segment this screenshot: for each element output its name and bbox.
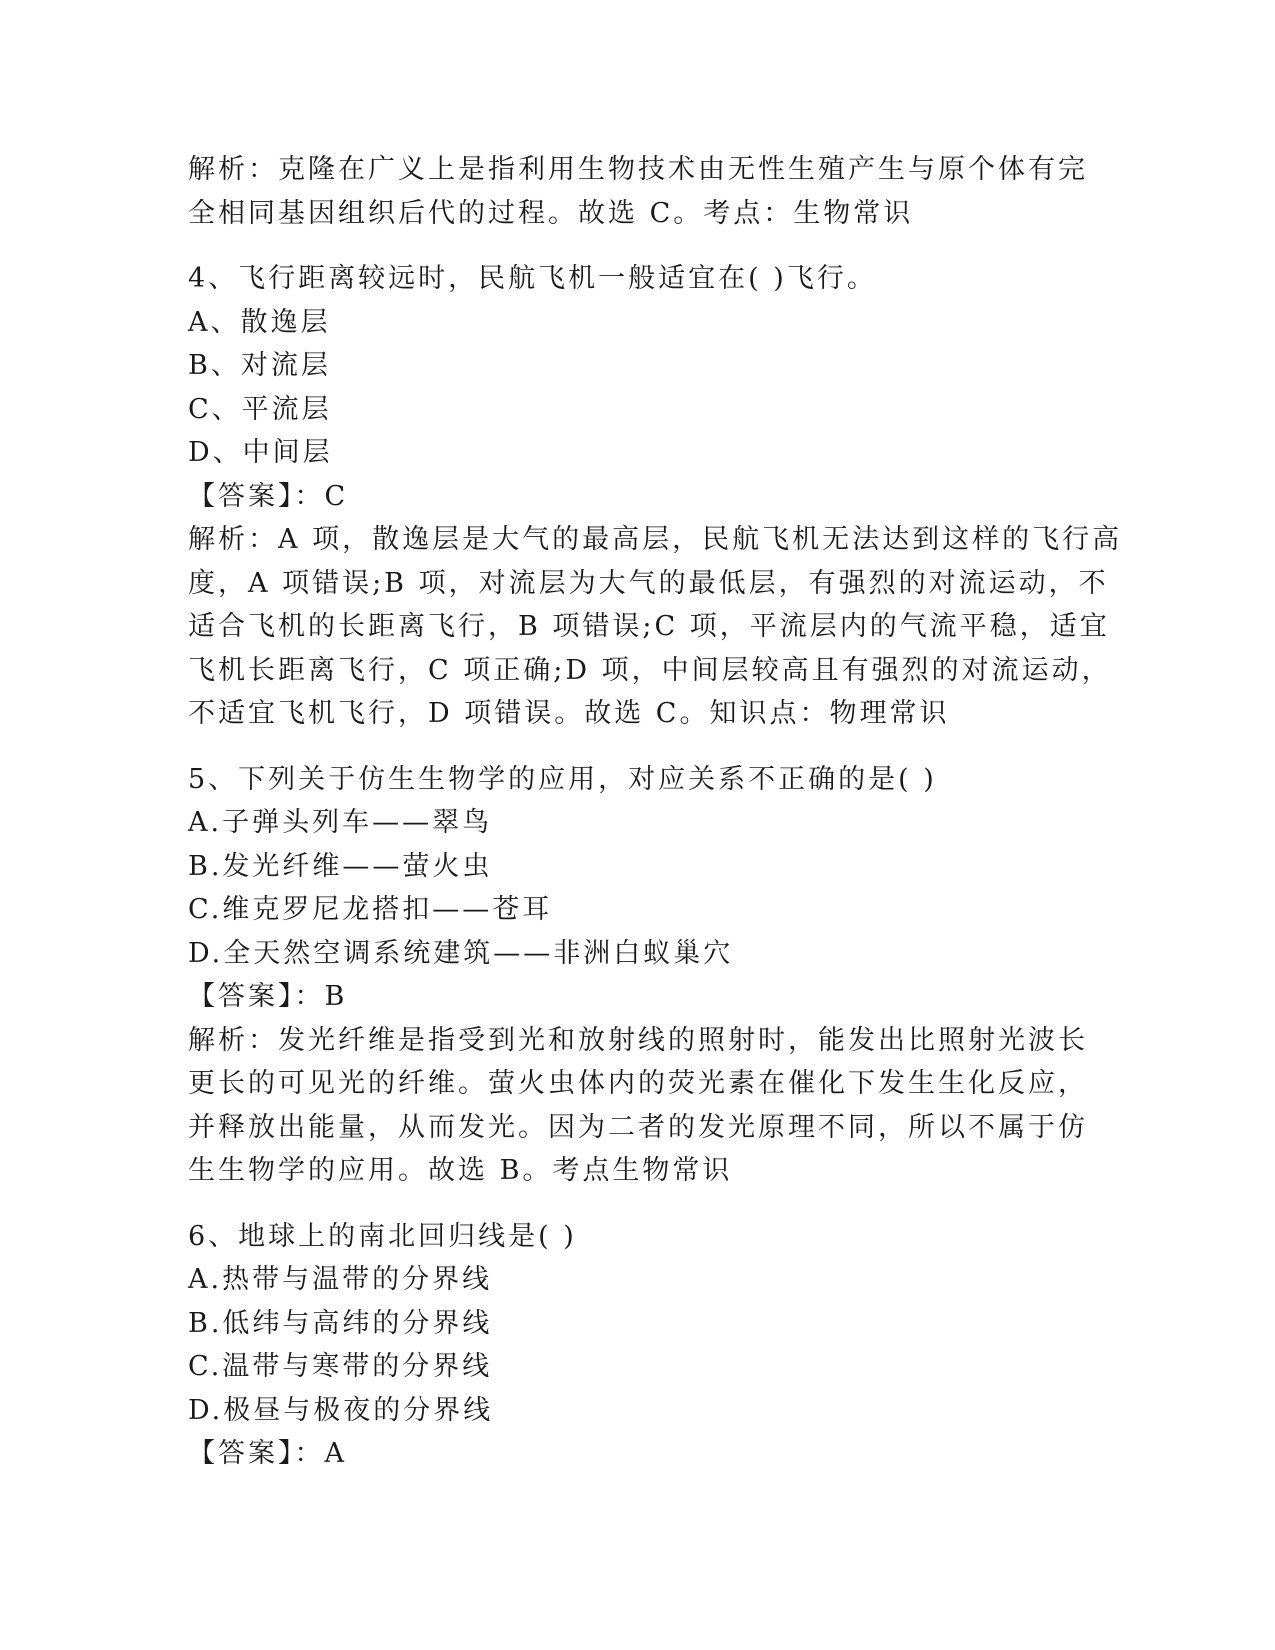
analysis-line: 并释放出能量，从而发光。因为二者的发光原理不同，所以不属于仿 xyxy=(188,1111,1088,1143)
option-c: C.维克罗尼龙搭扣——苍耳 xyxy=(188,894,553,925)
option-c: C.温带与寒带的分界线 xyxy=(188,1351,493,1382)
question-6 xyxy=(188,1215,1088,1476)
option-a: A.子弹头列车——翠鸟 xyxy=(188,807,493,838)
question-4 xyxy=(188,257,1123,736)
option-b: B.低纬与高纬的分界线 xyxy=(188,1307,493,1339)
question-stem: 5、下列关于仿生生物学的应用，对应关系不正确的是( ) xyxy=(188,763,937,795)
question-stem: 4、飞行距离较远时，民航飞机一般适宜在( )飞行。 xyxy=(188,263,877,294)
analysis-line: 适合飞机的长距离飞行，B 项错误;C 项，平流层内的气流平稳，适宜 xyxy=(188,611,1110,642)
analysis-line: 度，A 项错误;B 项，对流层为大气的最低层，有强烈的对流运动，不 xyxy=(188,567,1109,599)
answer-line: 【答案】：B xyxy=(188,981,348,1012)
prev-analysis xyxy=(188,148,1088,235)
document-page xyxy=(188,148,1123,1476)
option-b: B.发光纤维——萤火虫 xyxy=(188,850,493,882)
analysis-line: 生生物学的应用。故选 B。考点生物常识 xyxy=(188,1155,733,1186)
answer-line: 【答案】：A xyxy=(188,1438,347,1469)
option-a: A、散逸层 xyxy=(188,306,331,338)
analysis-line: 全相同基因组织后代的过程。故选 C。考点：生物常识 xyxy=(188,197,914,229)
analysis-line: 解析：A 项，散逸层是大气的最高层，民航飞机无法达到这样的飞行高 xyxy=(188,524,1123,555)
analysis-line: 解析：发光纤维是指受到光和放射线的照射时，能发出比照射光波长 xyxy=(188,1024,1088,1056)
option-b: B、对流层 xyxy=(188,350,331,381)
analysis-line: 飞机长距离飞行，C 项正确;D 项，中间层较高且有强烈的对流运动， xyxy=(188,654,1112,686)
analysis-line: 解析：克隆在广义上是指利用生物技术由无性生殖产生与原个体有完 xyxy=(188,154,1088,185)
analysis-line: 不适宜飞机飞行，D 项错误。故选 C。知识点：物理常识 xyxy=(188,698,950,729)
question-stem: 6、地球上的南北回归线是( ) xyxy=(188,1220,577,1252)
question-5 xyxy=(188,758,1088,1193)
option-d: D.全天然空调系统建筑——非洲白蚁巢穴 xyxy=(188,937,734,969)
option-a: A.热带与温带的分界线 xyxy=(188,1264,493,1295)
option-d: D、中间层 xyxy=(188,437,333,468)
answer-line: 【答案】：C xyxy=(188,480,349,512)
analysis-line: 更长的可见光的纤维。萤火虫体内的荧光素在催化下发生生化反应， xyxy=(188,1068,1088,1099)
option-c: C、平流层 xyxy=(188,393,332,425)
option-d: D.极昼与极夜的分界线 xyxy=(188,1394,494,1426)
